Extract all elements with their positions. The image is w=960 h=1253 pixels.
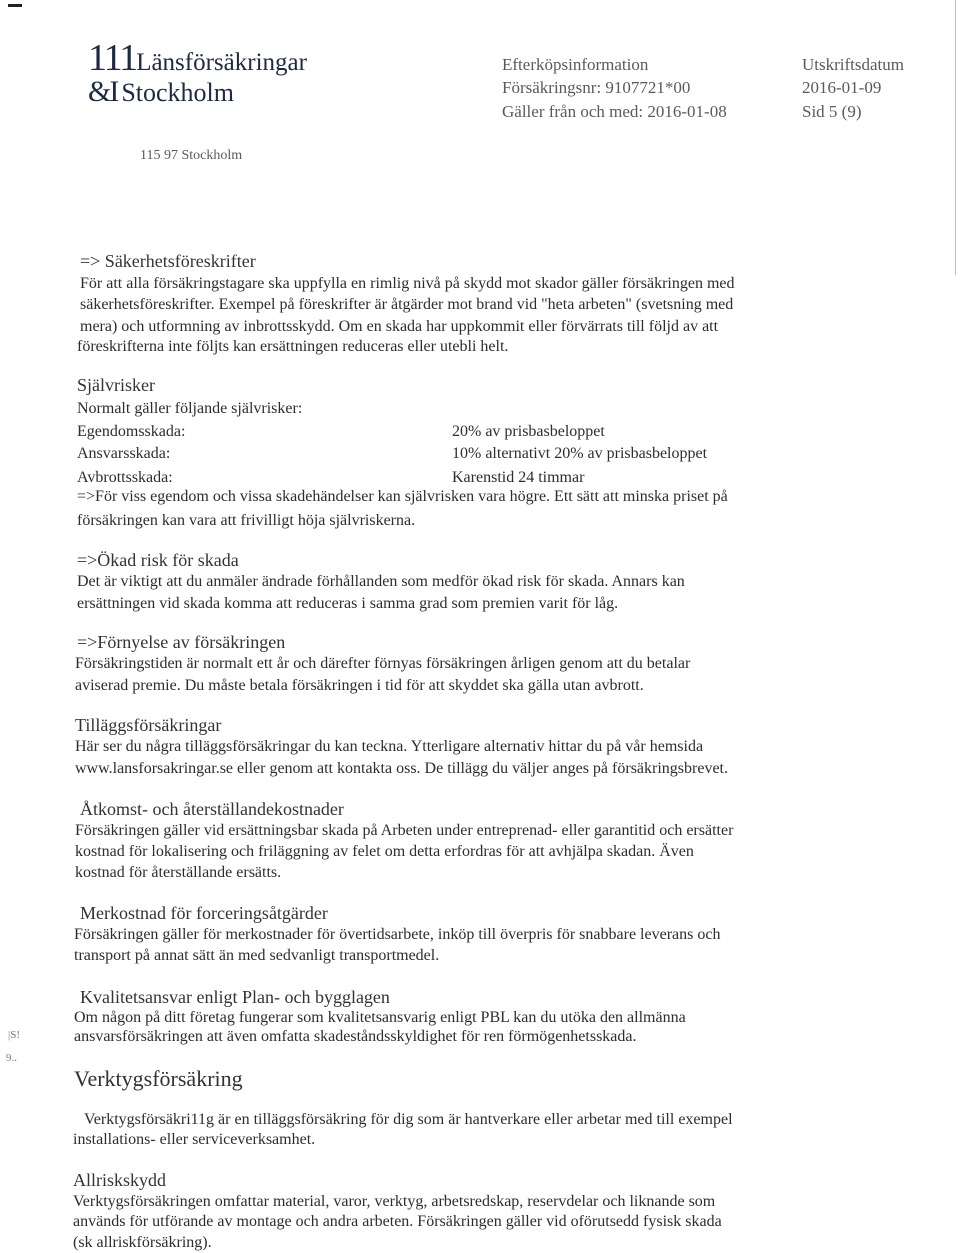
policy-number: Försäkringsnr: 9107721*00 xyxy=(502,78,691,97)
deductible-label: Ansvarsskada: xyxy=(77,445,171,462)
deductible-value: 20% av prisbasbeloppet xyxy=(452,423,605,440)
paragraph-line: Här ser du några tilläggsförsäkringar du kan teckna. Ytterligare alternativ hittar du på vår hemsida xyxy=(75,738,704,755)
section-heading: =>Ökad risk för skada xyxy=(77,550,239,570)
paragraph-line: Verktygsförsäkri11g är en tilläggsförsäkring för dig som är hantverkare eller arbetar med till exempel xyxy=(84,1111,733,1128)
section-heading: Självrisker xyxy=(77,375,155,395)
document-type: Efterköpsinformation xyxy=(502,55,649,74)
section-heading: Merkostnad för forceringsåtgärder xyxy=(80,903,328,923)
logo-mark-2: &I xyxy=(88,75,118,108)
deductible-value: Karenstid 24 timmar xyxy=(452,469,585,486)
company-logo-line2 xyxy=(88,74,234,115)
paragraph-line: Om någon på ditt företag fungerar som kvalitetsansvarig enligt PBL kan du utöka den allmänna xyxy=(74,1009,686,1026)
paragraph-line: försäkringen kan vara att frivilligt höja självriskerna. xyxy=(77,512,416,529)
paragraph-line: Försäkringstiden är normalt ett år och därefter förnyas försäkringen årligen genom att du betalar xyxy=(75,655,691,672)
page-edge-line xyxy=(955,0,956,275)
section-title: Verktygsförsäkring xyxy=(74,1066,243,1091)
page-number: Sid 5 (9) xyxy=(802,102,862,121)
logo-city: Stockholm xyxy=(121,78,234,107)
valid-from: Gäller från och med: 2016-01-08 xyxy=(502,102,727,121)
print-date: 2016-01-09 xyxy=(802,78,882,97)
section-heading: Tilläggsförsäkringar xyxy=(75,715,222,735)
paragraph-line: Försäkringen gäller för merkostnader för övertidsarbete, inköp till överpris för snabbare leverans och xyxy=(74,926,721,943)
paragraph-line: används för utförande av montage och andra arbeten. Försäkringen gäller vid oförutsedd fysisk skada xyxy=(73,1213,722,1230)
paragraph-line: säkerhetsföreskrifter. Exempel på föreskrifter är åtgärder mot brand vid "heta arbeten" (svetsning med xyxy=(80,296,734,313)
paragraph-line: www.lansforsakringar.se eller genom att kontakta oss. De tillägg du väljer anges på försäkringsbrevet. xyxy=(75,760,728,777)
paragraph-line: ersättningen vid skada komma att reduceras i samma grad som premien varit för låg. xyxy=(77,595,619,612)
scan-mark xyxy=(8,4,22,7)
paragraph-line: transport på annat sätt än med sedvanligt transportmedel. xyxy=(74,947,440,964)
paragraph-line: För att alla försäkringstagare ska uppfylla en rimlig nivå på skydd mot skador gäller försäkringen med xyxy=(80,275,735,292)
paragraph-line: aviserad premie. Du måste betala försäkringen i tid för att skyddet ska gälla utan avbrott. xyxy=(75,677,644,694)
section-heading: Allriskskydd xyxy=(73,1170,167,1190)
section-heading: Åtkomst- och återställandekostnader xyxy=(80,799,344,819)
paragraph-line: mera) och utformning av inbrottsskydd. Om en skada har uppkommit eller förvärrats till följd av att xyxy=(80,318,719,335)
paragraph-line: =>För viss egendom och vissa skadehändelser kan självrisken vara högre. Ett sätt att minska priset på xyxy=(77,488,728,505)
paragraph-line: föreskrifterna inte följts kan ersättningen reduceras eller utebli helt. xyxy=(77,338,509,355)
section-heading: => Säkerhetsföreskrifter xyxy=(80,251,256,271)
paragraph-line: ansvarsförsäkringen att även omfatta skadeståndsskyldighet för ren förmögenhetsskada. xyxy=(74,1028,637,1045)
logo-mark: 111 xyxy=(88,37,137,79)
deductible-label: Avbrottsskada: xyxy=(77,469,173,486)
margin-mark: |S! xyxy=(8,1029,20,1041)
logo-name: Länsförsäkringar xyxy=(136,49,307,76)
paragraph-line: Normalt gäller följande självrisker: xyxy=(77,400,303,417)
section-heading: Kvalitetsansvar enligt Plan- och bygglagen xyxy=(80,987,390,1007)
deductible-value: 10% alternativt 20% av prisbasbeloppet xyxy=(452,445,708,462)
paragraph-line: installations- eller serviceverksamhet. xyxy=(73,1131,316,1148)
section-heading: =>Förnyelse av försäkringen xyxy=(77,632,286,652)
paragraph-line: kostnad för återställande ersätts. xyxy=(75,864,282,881)
print-date-label: Utskriftsdatum xyxy=(802,55,904,74)
deductible-label: Egendomsskada: xyxy=(77,423,186,440)
paragraph-line: (sk allriskförsäkring). xyxy=(73,1234,212,1251)
address: 115 97 Stockholm xyxy=(140,148,243,163)
margin-mark: 9.. xyxy=(6,1052,17,1064)
paragraph-line: kostnad för lokalisering och friläggning av felet om detta erfordras för att avhjälpa skadan. Även xyxy=(75,843,694,860)
paragraph-line: Det är viktigt att du anmäler ändrade förhållanden som medför ökad risk för skada. Annars kan xyxy=(77,573,685,590)
paragraph-line: Försäkringen gäller vid ersättningsbar skada på Arbeten under entreprenad- eller garantitid och ersätter xyxy=(75,822,734,839)
paragraph-line: Verktygsförsäkringen omfattar material, varor, verktyg, arbetsredskap, reservdelar och liknande som xyxy=(73,1193,716,1210)
